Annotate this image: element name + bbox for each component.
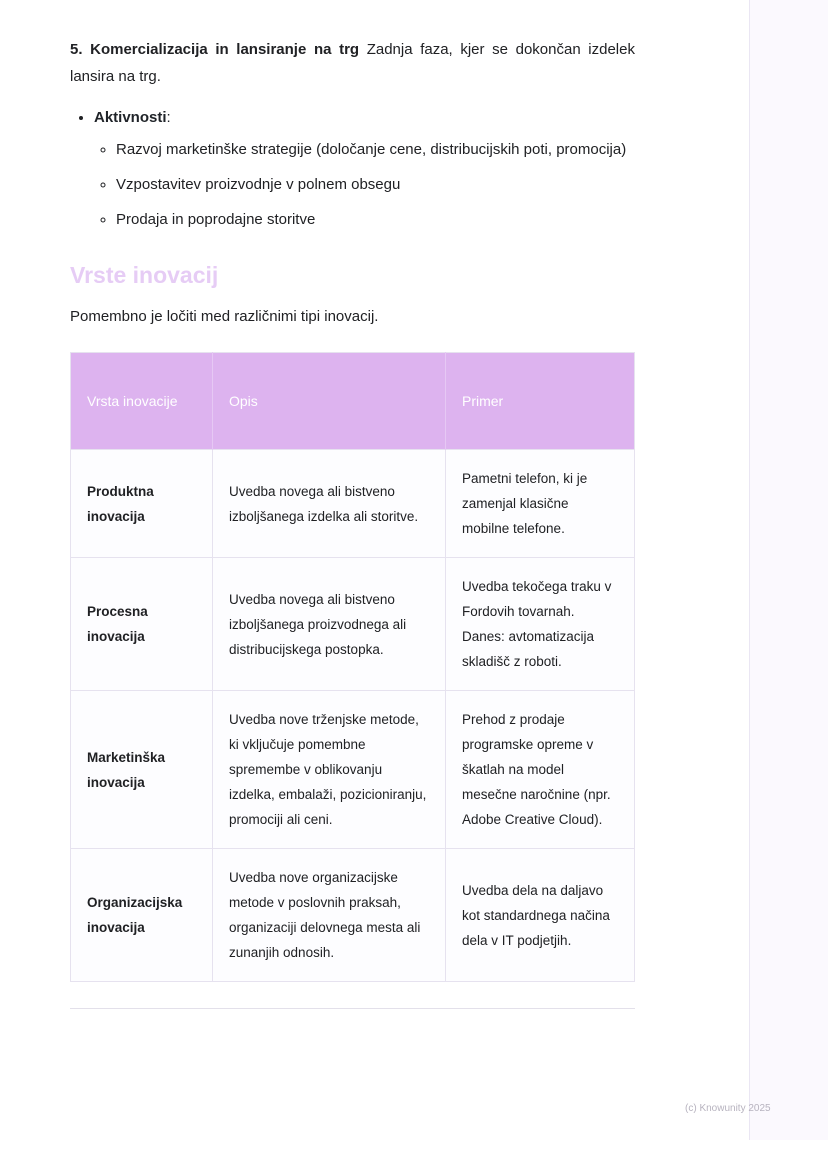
- innovation-types-table: [70, 352, 635, 982]
- row-example: Prehod z prodaje programske opreme v škatlah na model mesečne naročnine (npr. Adobe Creative Cloud).: [446, 691, 635, 849]
- row-description: Uvedba nove organizacijske metode v poslovnih praksah, organizaciji delovnega mesta ali zunanjih odnosih.: [213, 849, 446, 982]
- activities-sublist: [94, 137, 635, 232]
- table-header-description: Opis: [213, 353, 446, 450]
- activity-item-2: ◦ Vzpostavitev proizvodnje v polnem obsegu: [116, 172, 635, 197]
- intro-paragraph: [70, 36, 635, 90]
- table-header-example: Primer: [446, 353, 635, 450]
- activities-list-item: [94, 104, 635, 232]
- table-row: [71, 558, 635, 691]
- intro-paragraph-heading: 5. Komercializacija in lansiranje na trg: [70, 41, 360, 58]
- row-example: Uvedba dela na daljavo kot standardnega načina dela v IT podjetjih.: [446, 849, 635, 982]
- table-header-row: [71, 353, 635, 450]
- activities-label: Aktivnosti: [94, 109, 167, 126]
- table-body: [71, 450, 635, 982]
- row-type: Produktna inovacija: [71, 450, 213, 558]
- footer-divider: [70, 1008, 635, 1009]
- table-row: [71, 691, 635, 849]
- row-description: Uvedba novega ali bistveno izboljšanega izdelka ali storitve.: [213, 450, 446, 558]
- table-row: [71, 450, 635, 558]
- row-example: Uvedba tekočega traku v Fordovih tovarnah. Danes: avtomatizacija skladišč z roboti.: [446, 558, 635, 691]
- activities-list: [70, 104, 635, 232]
- row-type: Organizacijska inovacija: [71, 849, 213, 982]
- row-type: Marketinška inovacija: [71, 691, 213, 849]
- copyright-notice: (c) Knowunity 2025: [685, 1103, 771, 1114]
- section-title: Vrste inovacij: [70, 262, 219, 288]
- row-type: Procesna inovacija: [71, 558, 213, 691]
- table-row: [71, 849, 635, 982]
- intro-paragraph-body: Zadnja faza, kjer se dokončan izdelek lansira na trg.: [70, 41, 635, 85]
- table-header-type: Vrsta inovacije: [71, 353, 213, 450]
- row-description: Uvedba nove trženjske metode, ki vključuje pomembne spremembe v oblikovanju izdelka, embalaži, pozicioniranju, promociji ali ceni.: [213, 691, 446, 849]
- row-description: Uvedba novega ali bistveno izboljšanega proizvodnega ali distribucijskega postopka.: [213, 558, 446, 691]
- activities-colon: :: [166, 109, 171, 126]
- activity-item-1: ◦ Razvoj marketinške strategije (določanje cene, distribucijskih poti, promocija): [116, 137, 635, 162]
- section-lead-text: Pomembno je ločiti med različnimi tipi inovacij.: [70, 308, 379, 325]
- right-margin-strip: [749, 0, 828, 1140]
- document-content: [70, 36, 635, 1009]
- row-example: Pametni telefon, ki je zamenjal klasične mobilne telefone.: [446, 450, 635, 558]
- table-header: [71, 353, 635, 450]
- activity-item-3: ◦ Prodaja in poprodajne storitve: [116, 207, 635, 232]
